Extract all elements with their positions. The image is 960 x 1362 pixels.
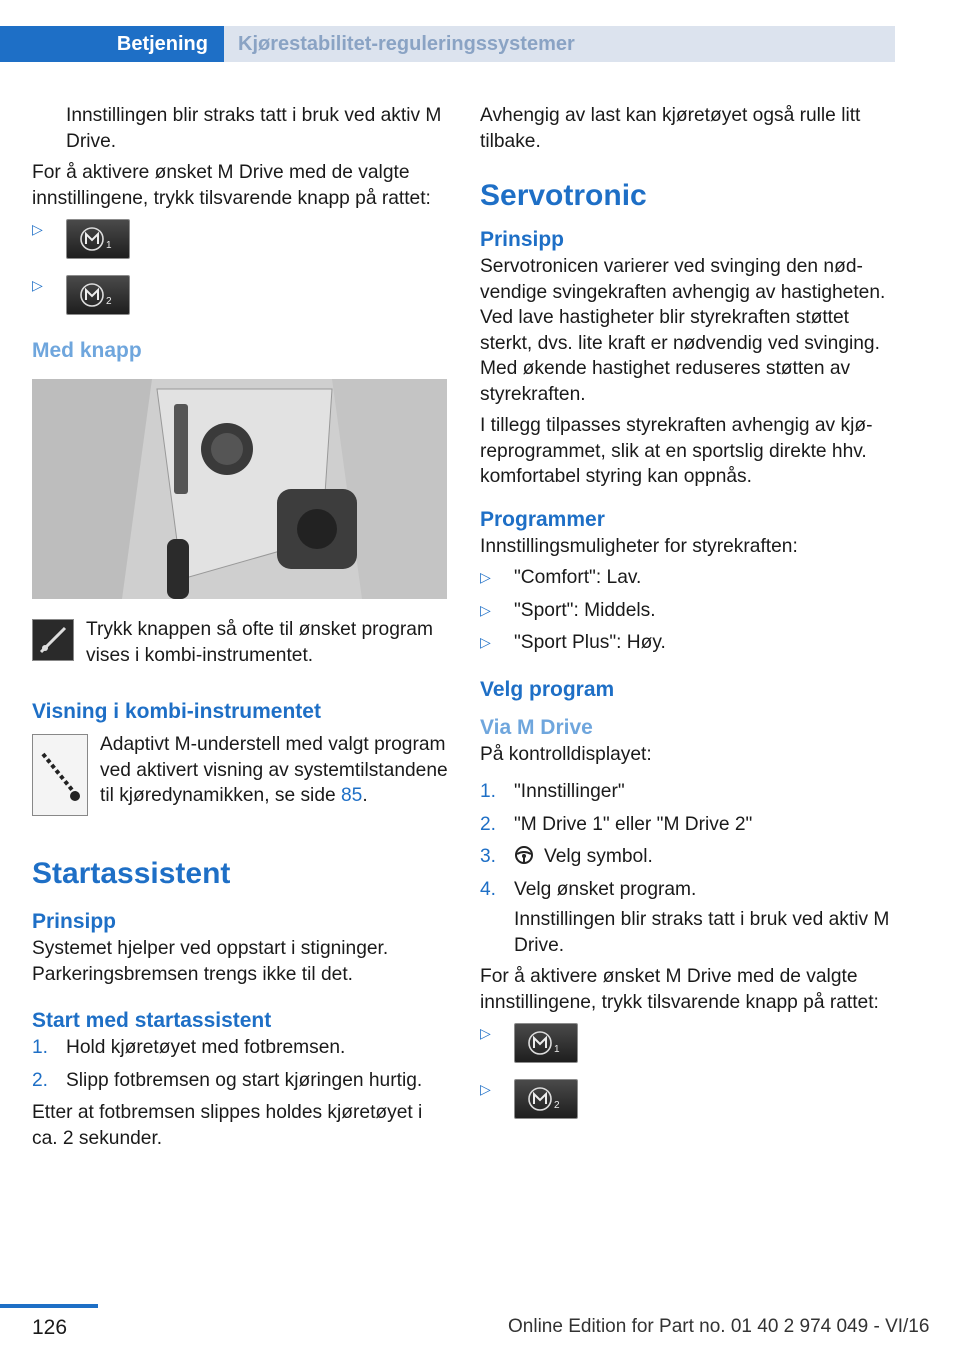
- heading-prinsipp-right: Prinsipp: [480, 228, 565, 251]
- pa-paragraph: På kontrolldisplayet:: [480, 743, 652, 765]
- right-column: [480, 103, 900, 1133]
- heading-med-knapp: Med knapp: [32, 339, 142, 362]
- center-console-photo: [32, 379, 447, 599]
- svg-text:1: 1: [554, 1044, 560, 1055]
- triangle-bullet-icon: ▷: [480, 1025, 491, 1041]
- triangle-bullet-icon: ▷: [480, 601, 491, 618]
- adaptivt-text: Adaptivt M-understell med valgt program ved aktivert visning av systemtilstandene til kjøredynamikken, se side: [100, 734, 448, 806]
- m1-button-row: [480, 1021, 900, 1077]
- trykk-block: [32, 617, 450, 674]
- etter-paragraph: Etter at fotbremsen slippes holdes kjøretøyet i ca. 2 sekunder.: [32, 1102, 423, 1149]
- suspension-icon: [32, 734, 88, 816]
- servo-paragraph-1: Servotronicen varierer ved svinging den nødvendige svingekraften avhengig av hastigheten. Ved lave hastigheter blir styrekraften støttet sterkt, dvs. lite kraft er nødvendig ved svinging. Med økende hastighet reduseres støtten av styrekraften.: [480, 256, 886, 405]
- intro-paragraph-right: Innstillingen blir straks tatt i bruk ved aktiv M Drive.: [514, 909, 890, 956]
- m2-icon: [524, 1085, 568, 1113]
- m1-button-row: [32, 217, 450, 273]
- list-item: ▷ "Sport Plus": Høy.: [480, 630, 900, 656]
- heading-startassistent: Startassistent: [32, 857, 231, 890]
- triangle-bullet-icon: ▷: [480, 569, 491, 585]
- heading-programmer: Programmer: [480, 507, 605, 531]
- m1-icon: [524, 1029, 568, 1057]
- heading-prinsipp-left: Prinsipp: [32, 910, 117, 933]
- steering-wheel-icon: [514, 844, 544, 870]
- m2-button-row: [32, 273, 450, 329]
- m2-button-row: [480, 1077, 900, 1133]
- triangle-bullet-icon: ▷: [480, 634, 491, 650]
- footer-accent-line: [0, 1304, 98, 1308]
- m1-icon: [76, 225, 120, 253]
- svg-text:2: 2: [554, 1100, 560, 1111]
- list-item: ▷ "Sport": Middels.: [480, 598, 900, 624]
- m1-button: [66, 219, 130, 259]
- heading-velg: Velg program: [480, 677, 615, 701]
- heading-via: Via M Drive: [480, 715, 593, 739]
- intro-paragraph: Innstillingen blir straks tatt i bruk ved aktiv M Drive.: [66, 105, 442, 152]
- list-item: 2. "M Drive 1" eller "M Drive 2": [480, 813, 753, 835]
- heading-servotronic: Servotronic: [480, 179, 647, 212]
- prinsipp-paragraph-left: Systemet hjelper ved oppstart i stigninger. Parkeringsbremsen trengs ikke til det.: [32, 938, 389, 985]
- activate-paragraph-right: For å aktivere ønsket M Drive med de valgte innstillingene, trykk tilsvarende knapp på rattet:: [480, 966, 879, 1013]
- svg-text:2: 2: [106, 296, 112, 307]
- start-steps: [32, 1035, 450, 1093]
- program-list: [480, 565, 900, 656]
- velg-steps: [480, 779, 900, 902]
- m1-button: [514, 1023, 578, 1063]
- list-item: 1. "Innstillinger": [480, 781, 625, 802]
- triangle-bullet-icon: ▷: [32, 277, 43, 293]
- adaptivt-end: .: [362, 785, 368, 806]
- adjust-icon: [32, 619, 74, 661]
- list-item: 1. Hold kjøretøyet med fotbremsen.: [32, 1037, 346, 1058]
- edition-text: Online Edition for Part no. 01 40 2 974 049 - VI/16: [508, 1316, 930, 1337]
- heading-visning: Visning i kombi-instrumentet: [32, 700, 321, 723]
- innst-paragraph: Innstillingsmuligheter for styrekraften:: [480, 535, 798, 557]
- header-section-tab[interactable]: Betjening: [0, 26, 224, 62]
- page-number: 126: [32, 1316, 68, 1339]
- adaptivt-block: [32, 732, 450, 816]
- triangle-bullet-icon: ▷: [480, 1081, 491, 1097]
- triangle-bullet-icon: ▷: [32, 221, 43, 237]
- adaptivt-paragraph: [32, 732, 450, 809]
- header-chapter-title[interactable]: Kjørestabilitet-reguleringssystemer: [238, 33, 575, 55]
- left-column: [32, 103, 450, 1157]
- activate-paragraph: For å aktivere ønsket M Drive med de valgte innstillingene, trykk tilsvarende knapp på rattet:: [32, 162, 431, 209]
- list-item: 2. Slipp fotbremsen og start kjøringen hurtig.: [32, 1069, 423, 1091]
- m2-button: [514, 1079, 578, 1119]
- list-item: 3. Velg symbol.: [480, 844, 900, 870]
- m2-icon: [76, 281, 120, 309]
- heading-start-med: Start med startassistent: [32, 1009, 272, 1032]
- m2-button: [66, 275, 130, 315]
- avhengig-paragraph: Avhengig av last kan kjøretøyet også rulle litt tilbake.: [480, 105, 861, 152]
- svg-text:1: 1: [106, 240, 112, 251]
- list-item: ▷ "Comfort": Lav.: [480, 565, 900, 591]
- page-85-link[interactable]: 85: [341, 785, 363, 806]
- servo-paragraph-2: I tillegg tilpasses styrekraften avhengig av kjøreprogrammet, slik at en sportslig direkte hhv. komfortabel styring kan oppnås.: [480, 415, 873, 487]
- trykk-paragraph: Trykk knappen så ofte til ønsket program vises i kombi-instrumentet.: [86, 619, 433, 666]
- list-item: 4. Velg ønsket program.: [480, 878, 697, 900]
